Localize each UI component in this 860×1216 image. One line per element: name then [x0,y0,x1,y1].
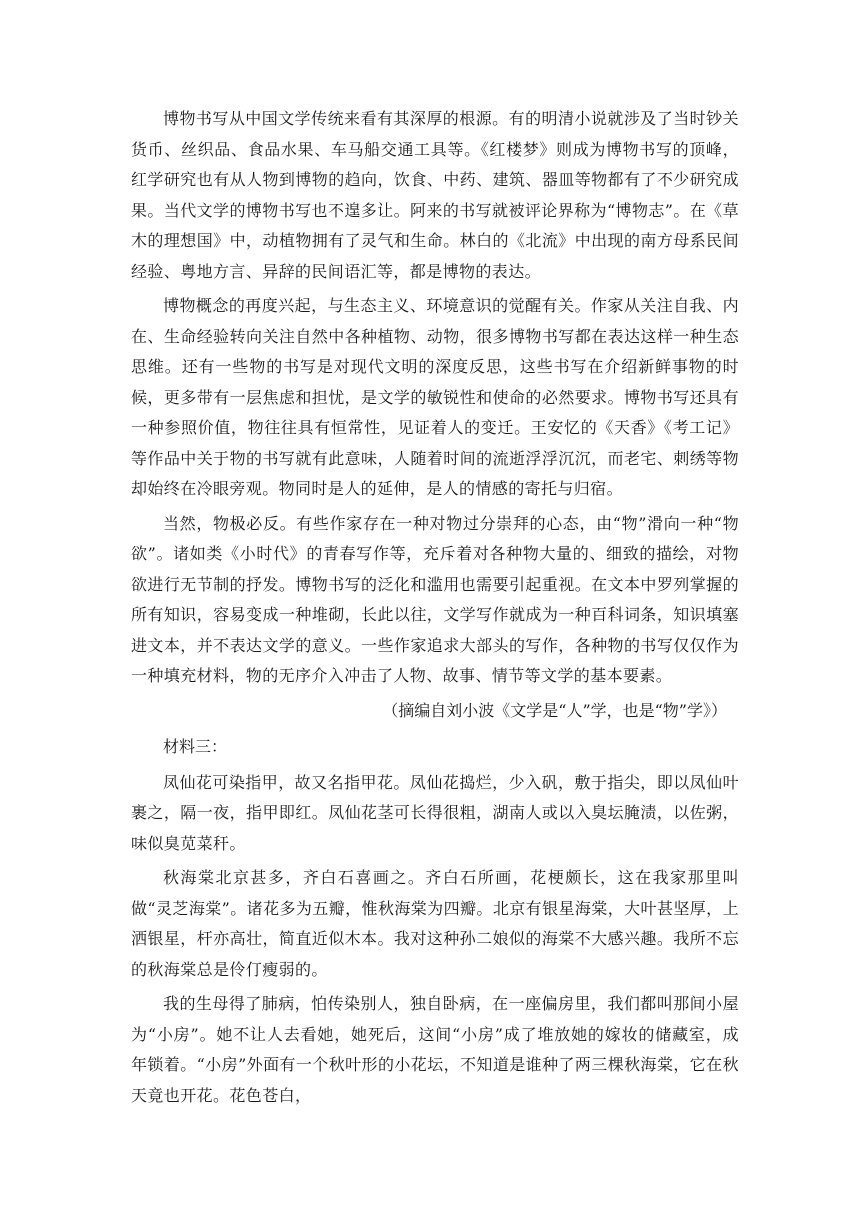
paragraph: 博物概念的再度兴起，与生态主义、环境意识的觉醒有关。作家从关注自我、内在、生命经验转向关注自然中各种植物、动物，很多博物书写都在表达这样一种生态思维。还有一些物的书写是对现代文明的深度反思，这些书写在介绍新鲜事物的时候，更多带有一层焦虑和担忧，是文学的敏锐性和使命的必然要求。博物书写还具有一种参照价值，物往往具有恒常性，见证着人的变迁。王安忆的《天香》《考工记》等作品中关于物的书写就有此意味，人随着时间的流逝浮浮沉沉，而老宅、刺绣等物却始终在冷眼旁观。物同时是人的延伸，是人的情感的寄托与归宿。 [131,296,739,498]
section-heading: 材料三： [163,736,228,756]
source-citation: （摘编自刘小波《文学是“人”学，也是“物”学》） [382,700,727,720]
paragraph: 秋海棠北京甚多，齐白石喜画之。齐白石所画，花梗颇长，这在我家那里叫做“灵芝海棠”。诸花多为五瓣，惟秋海棠为四瓣。北京有银星海棠，大叶甚坚厚，上洒银星，杆亦高壮，简直近似木本。我对这种孙二娘似的海棠不大感兴趣。我所不忘的秋海棠总是伶仃瘦弱的。 [131,868,739,979]
paragraph: 博物书写从中国文学传统来看有其深厚的根源。有的明清小说就涉及了当时钞关货币、丝织品、食品水果、车马船交通工具等。《红楼梦》则成为博物书写的顶峰，红学研究也有从人物到博物的趋向，饮食、中药、建筑、器皿等物都有了不少研究成果。当代文学的博物书写也不遑多让。阿来的书写就被评论界称为“博物志”。在《草木的理想国》中，动植物拥有了灵气和生命。林白的《北流》中出现的南方母系民间经验、粤地方言、异辞的民间语汇等，都是博物的表达。 [131,109,739,281]
paragraph: 我的生母得了肺病，怕传染别人，独自卧病，在一座偏房里，我们都叫那间小屋为“小房”。她不让人去看她，她死后，这间“小房”成了堆放她的嫁妆的储藏室，成年锁着。“小房”外面有一个秋叶形的小花坛，不知道是谁种了两三棵秋海棠，它在秋天竟也开花。花色苍白， [131,994,739,1105]
paragraph: 当然，物极必反。有些作家存在一种对物过分崇拜的心态，由“物”滑向一种“物欲”。诸如类《小时代》的青春写作等，充斥着对各种物大量的、细致的描绘，对物欲进行无节制的抒发。博物书写的泛化和滥用也需要引起重视。在文本中罗列掌握的所有知识，容易变成一种堆砌，长此以往，文学写作就成为一种百科词条，知识填塞进文本，并不表达文学的意义。一些作家追求大部头的写作，各种物的书写仅仅作为一种填充材料，物的无序介入冲击了人物、故事、情节等文学的基本要素。 [131,513,739,685]
document-page [131,104,739,1115]
paragraph: 凤仙花可染指甲，故又名指甲花。凤仙花捣烂，少入矾，敷于指尖，即以凤仙叶裹之，隔一夜，指甲即红。凤仙花茎可长得很粗，湖南人或以入臭坛腌渍，以佐粥，味似臭苋菜秆。 [131,772,739,853]
